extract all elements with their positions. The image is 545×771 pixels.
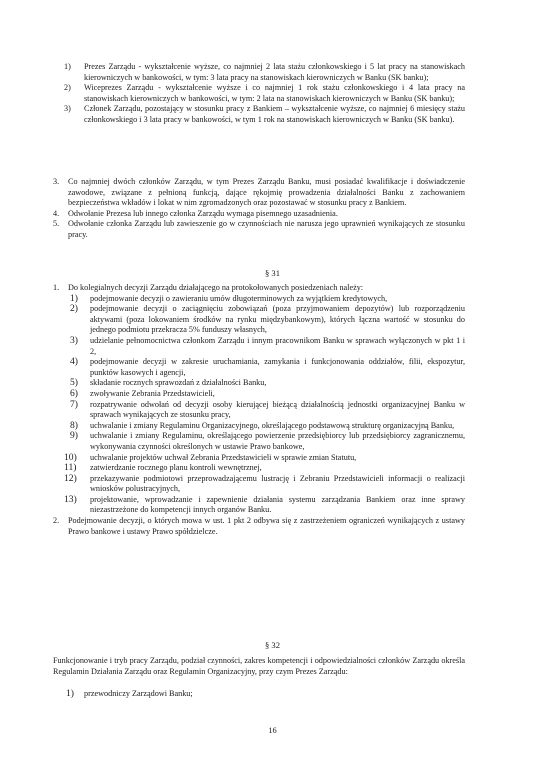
list-item: 1) Prezes Zarządu - wykształcenie wyższe, co najmniej 2 lata stażu członkowskiego i 5 lat pracy na stanowiskach kierowniczych w bankowości, w tym: 3 lata pracy na stanowiskach kierowniczych w Banku (SK banku); (64, 62, 465, 82)
section-32-paragraph: Funkcjonowanie i tryb pracy Zarządu, podział czynności, zakres kompetencji i odpowiedzialności członków Zarządu określa Regulamin Działania Zarządu oraz Regulamin Organizacyjny, przy czym Prezes Zarządu: (53, 656, 465, 676)
section-32-sub-list (0, 689, 545, 700)
list-item: 2) podejmowanie decyzji o zaciągnięciu zobowiązań (poza przyjmowaniem depozytów) lub rozporządzeniu aktywami (poza lokowaniem środków na rynku międzybankowym), których łączna wartość w stosunku do jednego podmiotu przekracza 5% funduszy własnych, (70, 303, 465, 335)
list-item: 11) zatwierdzanie rocznego planu kontroli wewnętrznej, (64, 462, 262, 474)
section-heading-32: § 32 (264, 640, 281, 650)
top-list (0, 177, 545, 241)
list-item: 10) uchwalanie projektów uchwał Zebrania Przedstawicieli w sprawie zmian Statutu, (64, 451, 357, 463)
list-item: 1) podejmowanie decyzji o zawieraniu umów długoterminowych za wyjątkiem kredytowych, (70, 292, 388, 304)
list-item: 3. Co najmniej dwóch członków Zarządu, w tym Prezes Zarządu Banku, musi posiadać kwalifikacje i doświadczenie zawodowe, związane z pełnioną funkcją, dające rękojmię prowadzenia działalności Banku z zachowaniem bezpieczeństwa wkładów i lokat w nim zgromadzonych oraz pozostawać w stosunku pracy z Bankiem. (53, 177, 465, 208)
list-item: 1. Do kolegialnych decyzji Zarządu działającego na protokołowanych posiedzeniach należy: (53, 283, 364, 292)
list-item: 2. Podejmowanie decyzji, o których mowa w ust. 1 pkt 2 odbywa się z zastrzeżeniem ograniczeń wynikających z ustawy Prawo bankowe i ustawy Prawo spółdzielcze. (53, 516, 465, 536)
list-item: 13) projektowanie, wprowadzanie i zapewnienie działania systemu zarządzania Bankiem oraz inne sprawy niezastrzeżone do kompetencji innych organów Banku. (64, 493, 465, 515)
section-31-list (0, 283, 545, 537)
list-item: 5) składanie rocznych sprawozdań z działalności Banku, (70, 377, 267, 389)
list-item: 4) podejmowanie decyzji w zakresie uruchamiania, zamykania i funkcjonowania oddziałów, filii, ekspozytur, punktów kasowych i agencji, (70, 356, 465, 377)
list-item: 7) rozpatrywanie odwołań od decyzji osoby kierującej bieżącą działalnością jednostki organizacyjnej Banku w sprawach wynikających ze stosunku pracy, (70, 398, 465, 420)
list-item: 6) zwoływanie Zebrania Przedstawicieli, (70, 387, 215, 399)
list-item: 3) udzielanie pełnomocnictwa członkom Zarządu i innym pracownikom Banku w sprawach wyłączonych w pkt 1 i 2, (70, 334, 465, 356)
list-item: 3) Członek Zarządu, pozostający w stosunku pracy z Bankiem – wykształcenie wyższe, co najmniej 6 miesięcy stażu członkowskiego i 3 lata pracy w bankowości, w tym 1 rok na stanowiskach kierowniczych w Banku (SK banku). (64, 104, 465, 124)
page-number: 16 (268, 726, 277, 735)
section-31-sub-list (0, 294, 545, 516)
top-sub-list (0, 62, 545, 126)
list-item: 9) uchwalanie i zmiany Regulaminu, określającego powierzenie przedsiębiorcy lub przedsiębiorcy zagranicznemu, wykonywania czynności określonych w ustawie Prawo bankowe, (70, 430, 465, 451)
list-item: 5. Odwołanie członka Zarządu lub zawieszenie go w czynnościach nie narusza jego uprawnień wynikających ze stosunku pracy. (53, 219, 465, 239)
list-item: 4. Odwołanie Prezesa lub innego członka Zarządu wymaga pisemnego uzasadnienia. (53, 208, 338, 218)
list-item: 8) uchwalanie i zmiany Regulaminu Organizacyjnego, określającego podstawową strukturę organizacyjną Banku, (70, 419, 455, 431)
section-heading-31: § 31 (264, 268, 281, 278)
list-item: 12) przekazywanie podmiotowi przeprowadzającemu lustrację i Zebraniu Przedstawicieli informacji o realizacji wniosków polustracyjnych, (64, 472, 465, 494)
list-item: 2) Wiceprezes Zarządu - wykształcenie wyższe i co najmniej 1 rok stażu członkowskiego i 4 lata pracy na stanowiskach kierowniczych w bankowości, w tym: 2 lata na stanowiskach kierowniczych w Banku (SK banku); (64, 83, 465, 103)
list-item: 1) przewodniczy Zarządowi Banku; (66, 688, 193, 699)
